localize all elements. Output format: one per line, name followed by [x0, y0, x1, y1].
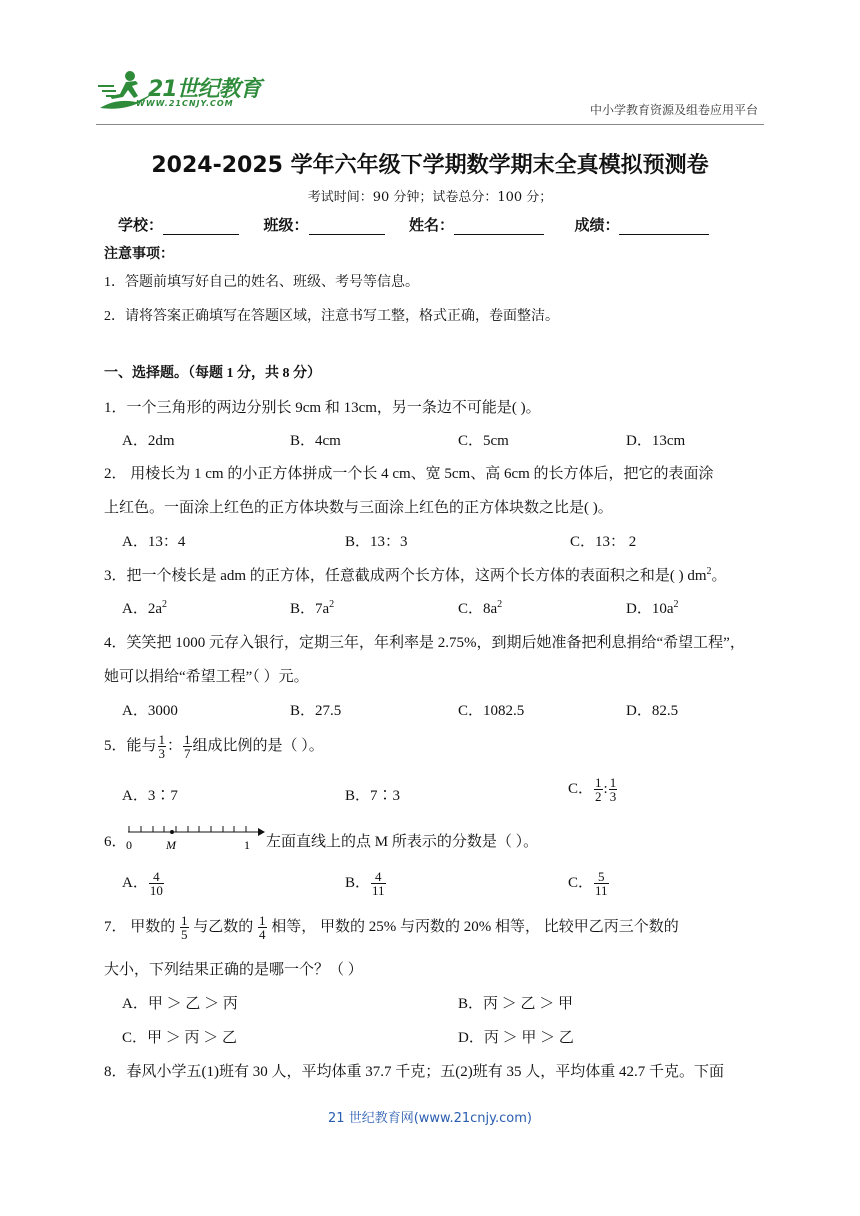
question-2-line2: 上红色。一面涂上红色的正方体块数与三面涂上红色的正方体块数之比是( )。 [104, 500, 613, 516]
q5-option-a[interactable]: A．3∶7 [122, 788, 178, 804]
notice-item: 2．请将答案正确填写在答题区域，注意书写工整，格式正确，卷面整洁。 [104, 309, 559, 324]
section-heading: 一、选择题。（每题 1 分，共 8 分） [104, 366, 321, 381]
q7-option-d[interactable]: D．丙 ＞ 甲 ＞ 乙 [458, 1030, 574, 1046]
q1-option-b[interactable]: B．4cm [290, 433, 341, 449]
q5-option-b[interactable]: B．7∶3 [345, 788, 401, 804]
q4-option-b[interactable]: B．27.5 [290, 703, 342, 719]
q5-fraction-2: $\frac{1}{7}$ [184, 732, 191, 761]
q5-prefix: 5．能与 [104, 737, 157, 754]
q2-option-c[interactable]: C．13： 2 [570, 534, 637, 550]
q3-sup: 2 [706, 566, 712, 577]
q1-option-d[interactable]: D．13cm [626, 433, 686, 449]
score-blank[interactable] [619, 220, 709, 235]
logo-text: 21世纪教育 [148, 77, 261, 102]
q7-option-b[interactable]: B．丙 ＞ 乙 ＞ 甲 [458, 996, 574, 1012]
q3-option-d[interactable]: D．$10a^2$ [626, 599, 679, 617]
question-6: 左面直线上的点 M 所表示的分数是（ ）。 [266, 834, 539, 850]
question-4-line1: 4．笑笑把 1000 元存入银行，定期三年，年利率是 2.75%，到期后她准备把利息捐给“希望工程”， [104, 635, 745, 651]
question-2-line1: 2． 用棱长为 1 cm 的小正方体拼成一个长 4 cm、宽 5cm、高 6cm 的长方体后，把它的表面涂 [104, 466, 714, 482]
class-label: 班级： [263, 216, 309, 234]
question-3 [104, 564, 727, 585]
q5-fraction-1: $\frac{1}{3}$ [158, 732, 166, 761]
class-blank[interactable] [309, 220, 385, 235]
exam-info: 考试时间：90 分钟；试卷总分：100 分； [307, 190, 553, 205]
point-m-marker [170, 830, 174, 834]
q6-option-b[interactable]: B． $\frac{4}{11}$ [345, 869, 385, 898]
q4-option-a[interactable]: A．3000 [122, 703, 178, 719]
numberline-one: 1 [244, 838, 250, 852]
q2-option-b[interactable]: B．13：3 [345, 534, 408, 550]
q3-option-a[interactable]: A．$2a^2$ [122, 599, 167, 617]
q5-suffix: 组成比例的是（ ）。 [192, 737, 324, 754]
q3-end: 。 [711, 568, 727, 584]
question-5 [104, 733, 324, 760]
question-7-line1: 7． 甲数的 $\frac{1}{5}$ 与乙数的 $\frac{1}{4}$ 相等， 甲数的 25% 与丙数的 20% 相等， 比较甲乙丙三个数的 [104, 913, 679, 942]
q7-option-c[interactable]: C．甲 ＞ 丙 ＞ 乙 [122, 1030, 238, 1046]
q6-number: 6． [104, 834, 127, 850]
name-label: 姓名： [408, 216, 454, 234]
footer-link[interactable]: 21 世纪教育网(www.21cnjy.com) [328, 1111, 532, 1126]
numberline-m: M [166, 838, 176, 852]
number-line-figure [124, 820, 266, 854]
q5-colon: ： [167, 737, 183, 754]
logo-url: WWW.21CNJY.COM [136, 99, 234, 108]
site-logo [96, 68, 266, 118]
header-divider [96, 124, 764, 125]
q5-option-c[interactable]: C． $\frac{1}{2}$ : $\frac{1}{3}$ [568, 775, 617, 804]
school-blank[interactable] [163, 220, 239, 235]
page-title: 2024-2025 学年六年级下学期数学期末全真模拟预测卷 [151, 153, 709, 178]
question-1: 1．一个三角形的两边分别长 9cm 和 13cm，另一条边不可能是( )。 [104, 400, 541, 416]
q1-option-a[interactable]: A．2dm [122, 433, 175, 449]
q4-option-d[interactable]: D．82.5 [626, 703, 679, 719]
q3-option-b[interactable]: B．$7a^2$ [290, 599, 335, 617]
numberline-zero: 0 [126, 838, 132, 852]
q1-option-c[interactable]: C．5cm [458, 433, 509, 449]
question-7-line2: 大小，下列结果正确的是哪一个？（ ） [104, 962, 363, 978]
q7-fraction-1: $\frac{1}{5}$ [181, 913, 188, 942]
question-8: 8．春风小学五(1)班有 30 人，平均体重 37.7 千克；五(2)班有 35 人，平均体重 42.7 千克。下面 [104, 1064, 724, 1080]
notice-item: 1．答题前填写好自己的姓名、班级、考号等信息。 [104, 275, 419, 290]
q7-option-a[interactable]: A．甲 ＞ 乙 ＞ 丙 [122, 996, 238, 1012]
score-label: 成绩： [574, 216, 620, 234]
q2-option-a[interactable]: A．13：4 [122, 534, 186, 550]
school-label: 学校： [118, 216, 164, 234]
q3-option-c[interactable]: C．$8a^2$ [458, 599, 503, 617]
platform-name: 中小学教育资源及组卷应用平台 [589, 103, 758, 117]
q4-option-c[interactable]: C．1082.5 [458, 703, 525, 719]
q6-option-a[interactable]: A． $\frac{4}{10}$ [122, 869, 163, 898]
info-fields [118, 214, 709, 235]
q3-text: 3．把一个棱长是 adm 的正方体，任意截成两个长方体，这两个长方体的表面积之和是( ) dm [104, 568, 707, 584]
q7-fraction-2: $\frac{1}{4}$ [259, 913, 266, 942]
question-4-line2: 她可以捐给“希望工程”（ ）元。 [104, 669, 309, 685]
q6-option-c[interactable]: C． $\frac{5}{11}$ [568, 869, 608, 898]
name-blank[interactable] [454, 220, 544, 235]
notice-heading: 注意事项： [104, 245, 174, 261]
